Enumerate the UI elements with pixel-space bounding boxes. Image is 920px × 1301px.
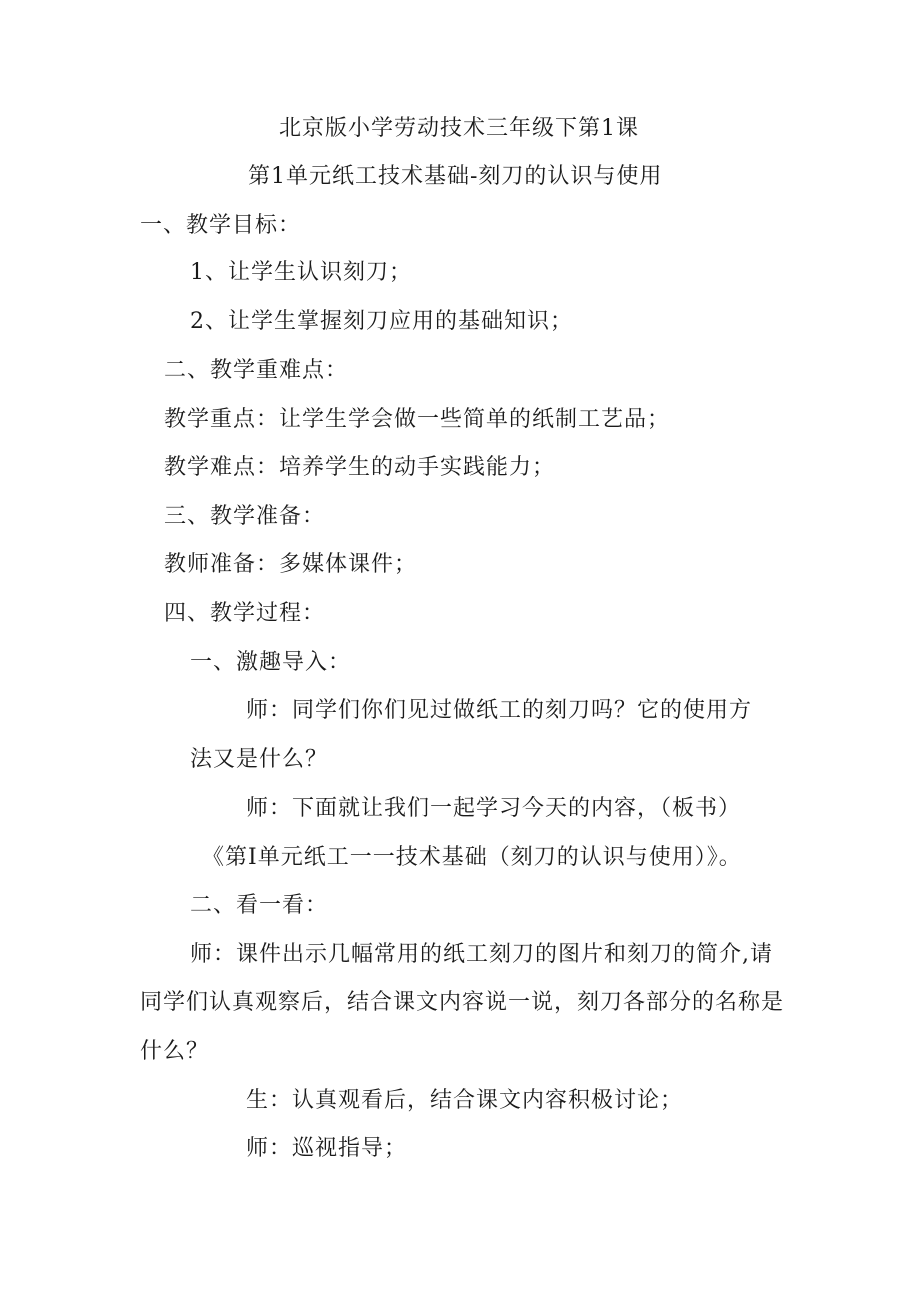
paragraph-line: 师：巡视指导；	[246, 1136, 408, 1161]
goal-item-2: 2、让学生掌握刻刀应用的基础知识；	[190, 309, 573, 334]
paragraph-line: 法又是什么？	[190, 747, 329, 772]
subsection-heading-look: 二、看一看：	[190, 893, 329, 918]
paragraph-line: 同学们认真观察后，结合课文内容说一说，刻刀各部分的名称是	[140, 990, 785, 1015]
preparation-text: 教师准备：多媒体课件；	[164, 552, 418, 577]
document-title: 北京版小学劳动技术三年级下第1课	[279, 116, 639, 141]
section-heading-key-points: 二、教学重难点：	[164, 358, 349, 383]
difficulty-text: 教学难点：培养学生的动手实践能力；	[164, 455, 556, 480]
paragraph-line: 生：认真观看后，结合课文内容积极讨论；	[246, 1088, 684, 1113]
subsection-heading-intro: 一、激趣导入：	[190, 650, 352, 675]
section-heading-process: 四、教学过程：	[164, 601, 326, 626]
section-heading-goals: 一、教学目标：	[140, 213, 302, 238]
key-point-text: 教学重点：让学生学会做一些简单的纸制工艺品；	[164, 407, 671, 432]
document-subtitle: 第1单元纸工技术基础-刻刀的认识与使用	[248, 164, 663, 189]
section-heading-preparation: 三、教学准备：	[164, 504, 326, 529]
paragraph-line: 《第Ⅰ单元纸工一一技术基础（刻刀的认识与使用）》。	[202, 845, 742, 870]
paragraph-line: 师：同学们你们见过做纸工的刻刀吗？它的使用方	[246, 698, 753, 723]
paragraph-line: 师：下面就让我们一起学习今天的内容，（板书）	[246, 796, 742, 821]
paragraph-line: 什么？	[140, 1039, 210, 1064]
goal-item-1: 1、让学生认识刻刀；	[190, 260, 412, 285]
paragraph-line: 师：课件出示几幅常用的纸工刻刀的图片和刻刀的简介,请	[190, 942, 773, 967]
